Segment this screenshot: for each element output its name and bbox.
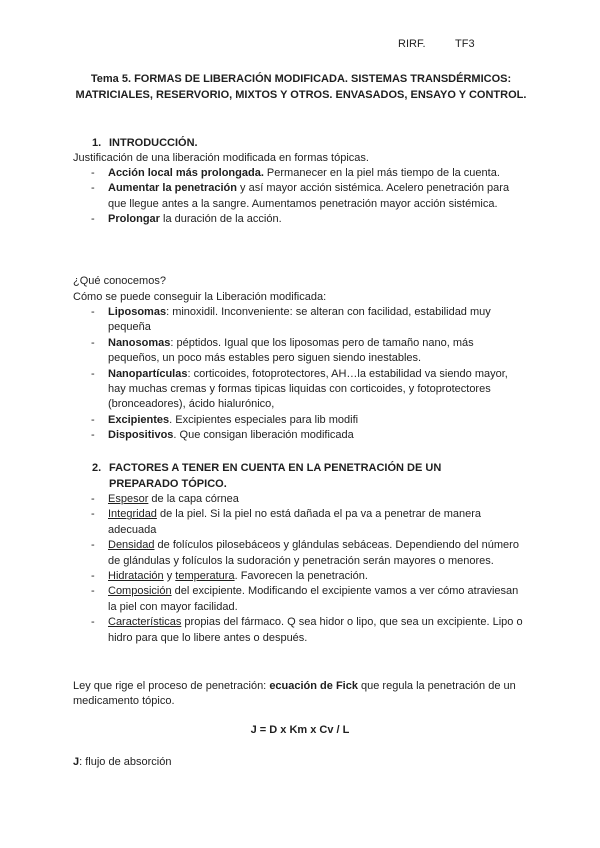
list-item: - Espesor de la capa córnea	[91, 493, 239, 505]
list-item: - Nanopartículas: corticoides, fotoprotectores, AH…la estabilidad va siendo mayor, hay muchas cremas y formas tipicas liquidas con corticoides, y fotoprotectores (bronceadores), ácido hialurónico,	[91, 367, 508, 411]
list-item: - Características propias del fármaco. Q sea hidor o lipo, que sea un excipiente. Lipo o hidro para que lo libere antes o después.	[91, 616, 523, 644]
justification-list	[91, 166, 523, 228]
header-author: RIRF.	[398, 38, 426, 50]
list-item: - Aumentar la penetración y así mayor acción sistémica. Acelero penetración para que llegue antes a la sangre. Aumentamos penetración mayor acción sistémica.	[91, 182, 510, 210]
list-item: - Dispositivos. Que consigan liberación modificada	[91, 429, 354, 442]
header-code: TF3	[455, 38, 475, 50]
section-1-intro: Justificación de una liberación modificada en formas tópicas.	[73, 152, 369, 164]
j-definition: J: flujo de absorción	[73, 756, 172, 768]
section-1-heading: 1. INTRODUCCIÓN.	[92, 137, 198, 149]
document-title: Tema 5. FORMAS DE LIBERACIÓN MODIFICADA. SISTEMAS TRANSDÉRMICOS: MATRICIALES, RESERVORIO, MIXTOS Y OTROS. ENVASADOS, ENSAYO Y CONTROL.	[75, 73, 527, 101]
section-2-heading: 2. FACTORES A TENER EN CUENTA EN LA PENETRACIÓN DE UN PREPARADO TÓPICO.	[92, 462, 442, 490]
list-item: - Acción local más prolongada. Permanecer en la piel más tiempo de la cuenta.	[91, 167, 500, 179]
list-item: - Integridad de la piel. Si la piel no está dañada el pa va a penetrar de manera adecuada	[91, 508, 482, 536]
list-item: - Densidad de folículos pilosebáceos y glándulas sebáceas. Dependiendo del número de glándulas y folículos la sudoración y penetración serán mayores o menores.	[91, 539, 519, 567]
list-item: - Prolongar la duración de la acción.	[91, 213, 282, 226]
list-item: - Composición del excipiente. Modificando el excipiente vamos a ver cómo atraviesan la piel con mayor facilidad.	[91, 585, 519, 613]
methods-list	[91, 305, 523, 444]
fick-formula: J = D x Km x Cv / L	[250, 724, 350, 736]
method-intro: Cómo se puede conseguir la Liberación modificada:	[73, 291, 327, 303]
fick-law-paragraph: Ley que rige el proceso de penetración: ecuación de Fick que regula la penetración de un medicamento tópico.	[73, 680, 516, 708]
list-item: - Excipientes. Excipientes especiales para lib modifi	[91, 413, 359, 426]
list-item: - Nanosomas: péptidos. Igual que los liposomas pero de tamaño nano, más pequeños, un poco más estables pero siguen siendo inestables.	[91, 336, 474, 365]
question-text: ¿Qué conocemos?	[73, 275, 166, 287]
list-item: - Hidratación y temperatura. Favorecen la penetración.	[91, 570, 368, 583]
list-item: - Liposomas: minoxidil. Inconveniente: se alteran con facilidad, estabilidad muy pequeña	[91, 306, 491, 334]
factors-list	[91, 492, 523, 646]
